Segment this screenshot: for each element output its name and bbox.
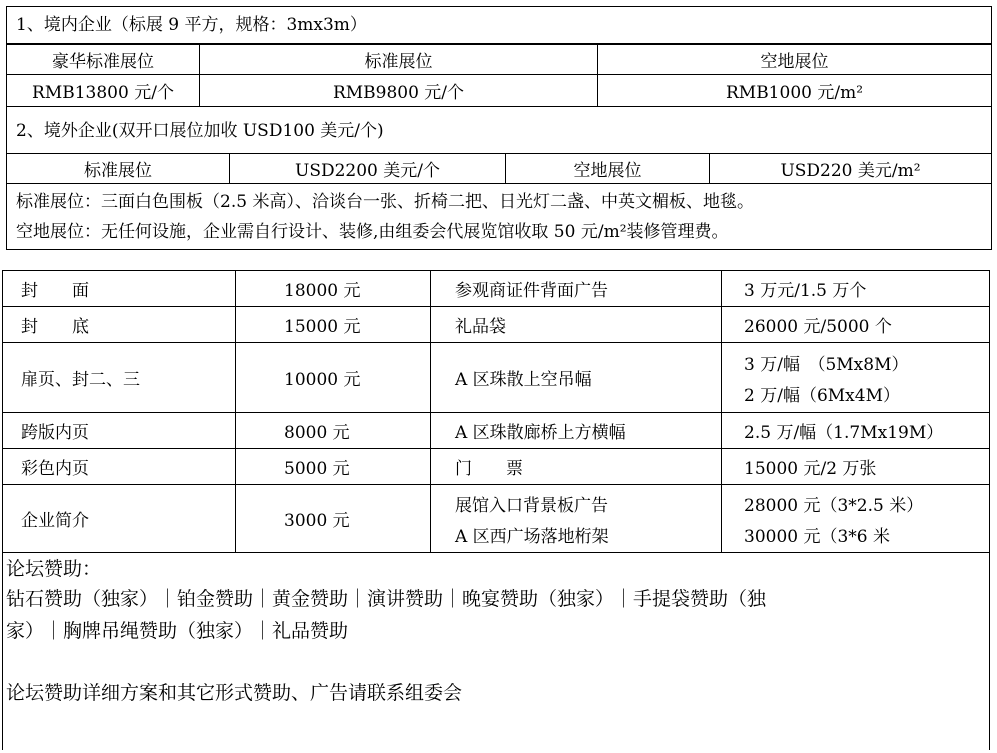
- forum-contact-note: 论坛赞助详细方案和其它形式赞助、广告请联系组委会: [6, 682, 463, 704]
- ad-price-color-page: 5000 元: [235, 448, 431, 485]
- booth-pricing-table: [6, 6, 992, 250]
- overseas-standard-label: 标准展位: [6, 153, 230, 184]
- ad-item-back-cover: 封 底: [2, 306, 236, 343]
- price-luxury-booth: RMB13800 元/个: [6, 74, 200, 107]
- forum-sponsorship-block: [2, 552, 990, 750]
- ad-price-spread-page: 8000 元: [235, 412, 431, 449]
- section2-title: 2、境外企业(双开口展位加收 USD100 美元/个): [16, 121, 384, 141]
- forum-options-line1: 钻石赞助（独家）｜铂金赞助｜黄金赞助｜演讲赞助｜晚宴赞助（独家）｜手提袋赞助（独: [6, 588, 767, 610]
- ad-item-company-profile: 企业简介: [2, 484, 236, 553]
- ad-item-spread-page: 跨版内页: [2, 412, 236, 449]
- ad-item-gift-bag: 礼品袋: [430, 306, 722, 343]
- ad-item-color-page: 彩色内页: [2, 448, 236, 485]
- ad-price-back-cover: 15000 元: [235, 306, 431, 343]
- note-standard-booth: 标准展位：三面白色围板（2.5 米高）、洽谈台一张、折椅二把、日光灯二盏、中英文楣板、地毯。: [16, 192, 754, 212]
- ad-item-badge-back: 参观商证件背面广告: [430, 270, 722, 307]
- ad-price-flyleaf: 10000 元: [235, 342, 431, 413]
- ad-price-badge-back: 3 万元/1.5 万个: [721, 270, 990, 307]
- overseas-raw-price: USD220 美元/m²: [709, 153, 992, 184]
- price-standard-booth: RMB9800 元/个: [199, 74, 598, 107]
- price-raw-space: RMB1000 元/m²: [597, 74, 992, 107]
- header-raw-space: 空地展位: [597, 44, 992, 75]
- ad-item-flyleaf: 扉页、封二、三: [2, 342, 236, 413]
- ad-price-hanging-banner: 3 万/幅 （5Mx8M） 2 万/幅（6Mx4M）: [721, 342, 990, 413]
- advertising-table: [2, 270, 990, 750]
- ad-price-gift-bag: 26000 元/5000 个: [721, 306, 990, 343]
- ad-item-entrance-truss: 展馆入口背景板广告 A 区西广场落地桁架: [430, 484, 722, 553]
- ad-price-bridge-banner: 2.5 万/幅（1.7Mx19M）: [721, 412, 990, 449]
- overseas-raw-label: 空地展位: [505, 153, 710, 184]
- ad-item-front-cover: 封 面: [2, 270, 236, 307]
- ad-price-ticket: 15000 元/2 万张: [721, 448, 990, 485]
- note-raw-space: 空地展位：无任何设施，企业需自行设计、装修,由组委会代展览馆收取 50 元/m²装修管理费。: [16, 222, 729, 242]
- ad-price-front-cover: 18000 元: [235, 270, 431, 307]
- ad-item-ticket: 门 票: [430, 448, 722, 485]
- header-standard-booth: 标准展位: [199, 44, 598, 75]
- ad-price-company-profile: 3000 元: [235, 484, 431, 553]
- overseas-standard-price: USD2200 美元/个: [229, 153, 506, 184]
- forum-title: 论坛赞助：: [6, 558, 102, 580]
- ad-price-entrance-truss: 28000 元（3*2.5 米） 30000 元（3*6 米: [721, 484, 990, 553]
- header-luxury-booth: 豪华标准展位: [6, 44, 200, 75]
- ad-item-hanging-banner: A 区珠散上空吊幅: [430, 342, 722, 413]
- ad-item-bridge-banner: A 区珠散廊桥上方横幅: [430, 412, 722, 449]
- forum-options-line2: 家）｜胸牌吊绳赞助（独家）｜礼品赞助: [6, 620, 349, 642]
- section1-title: 1、境内企业（标展 9 平方，规格：3mx3m）: [16, 15, 367, 35]
